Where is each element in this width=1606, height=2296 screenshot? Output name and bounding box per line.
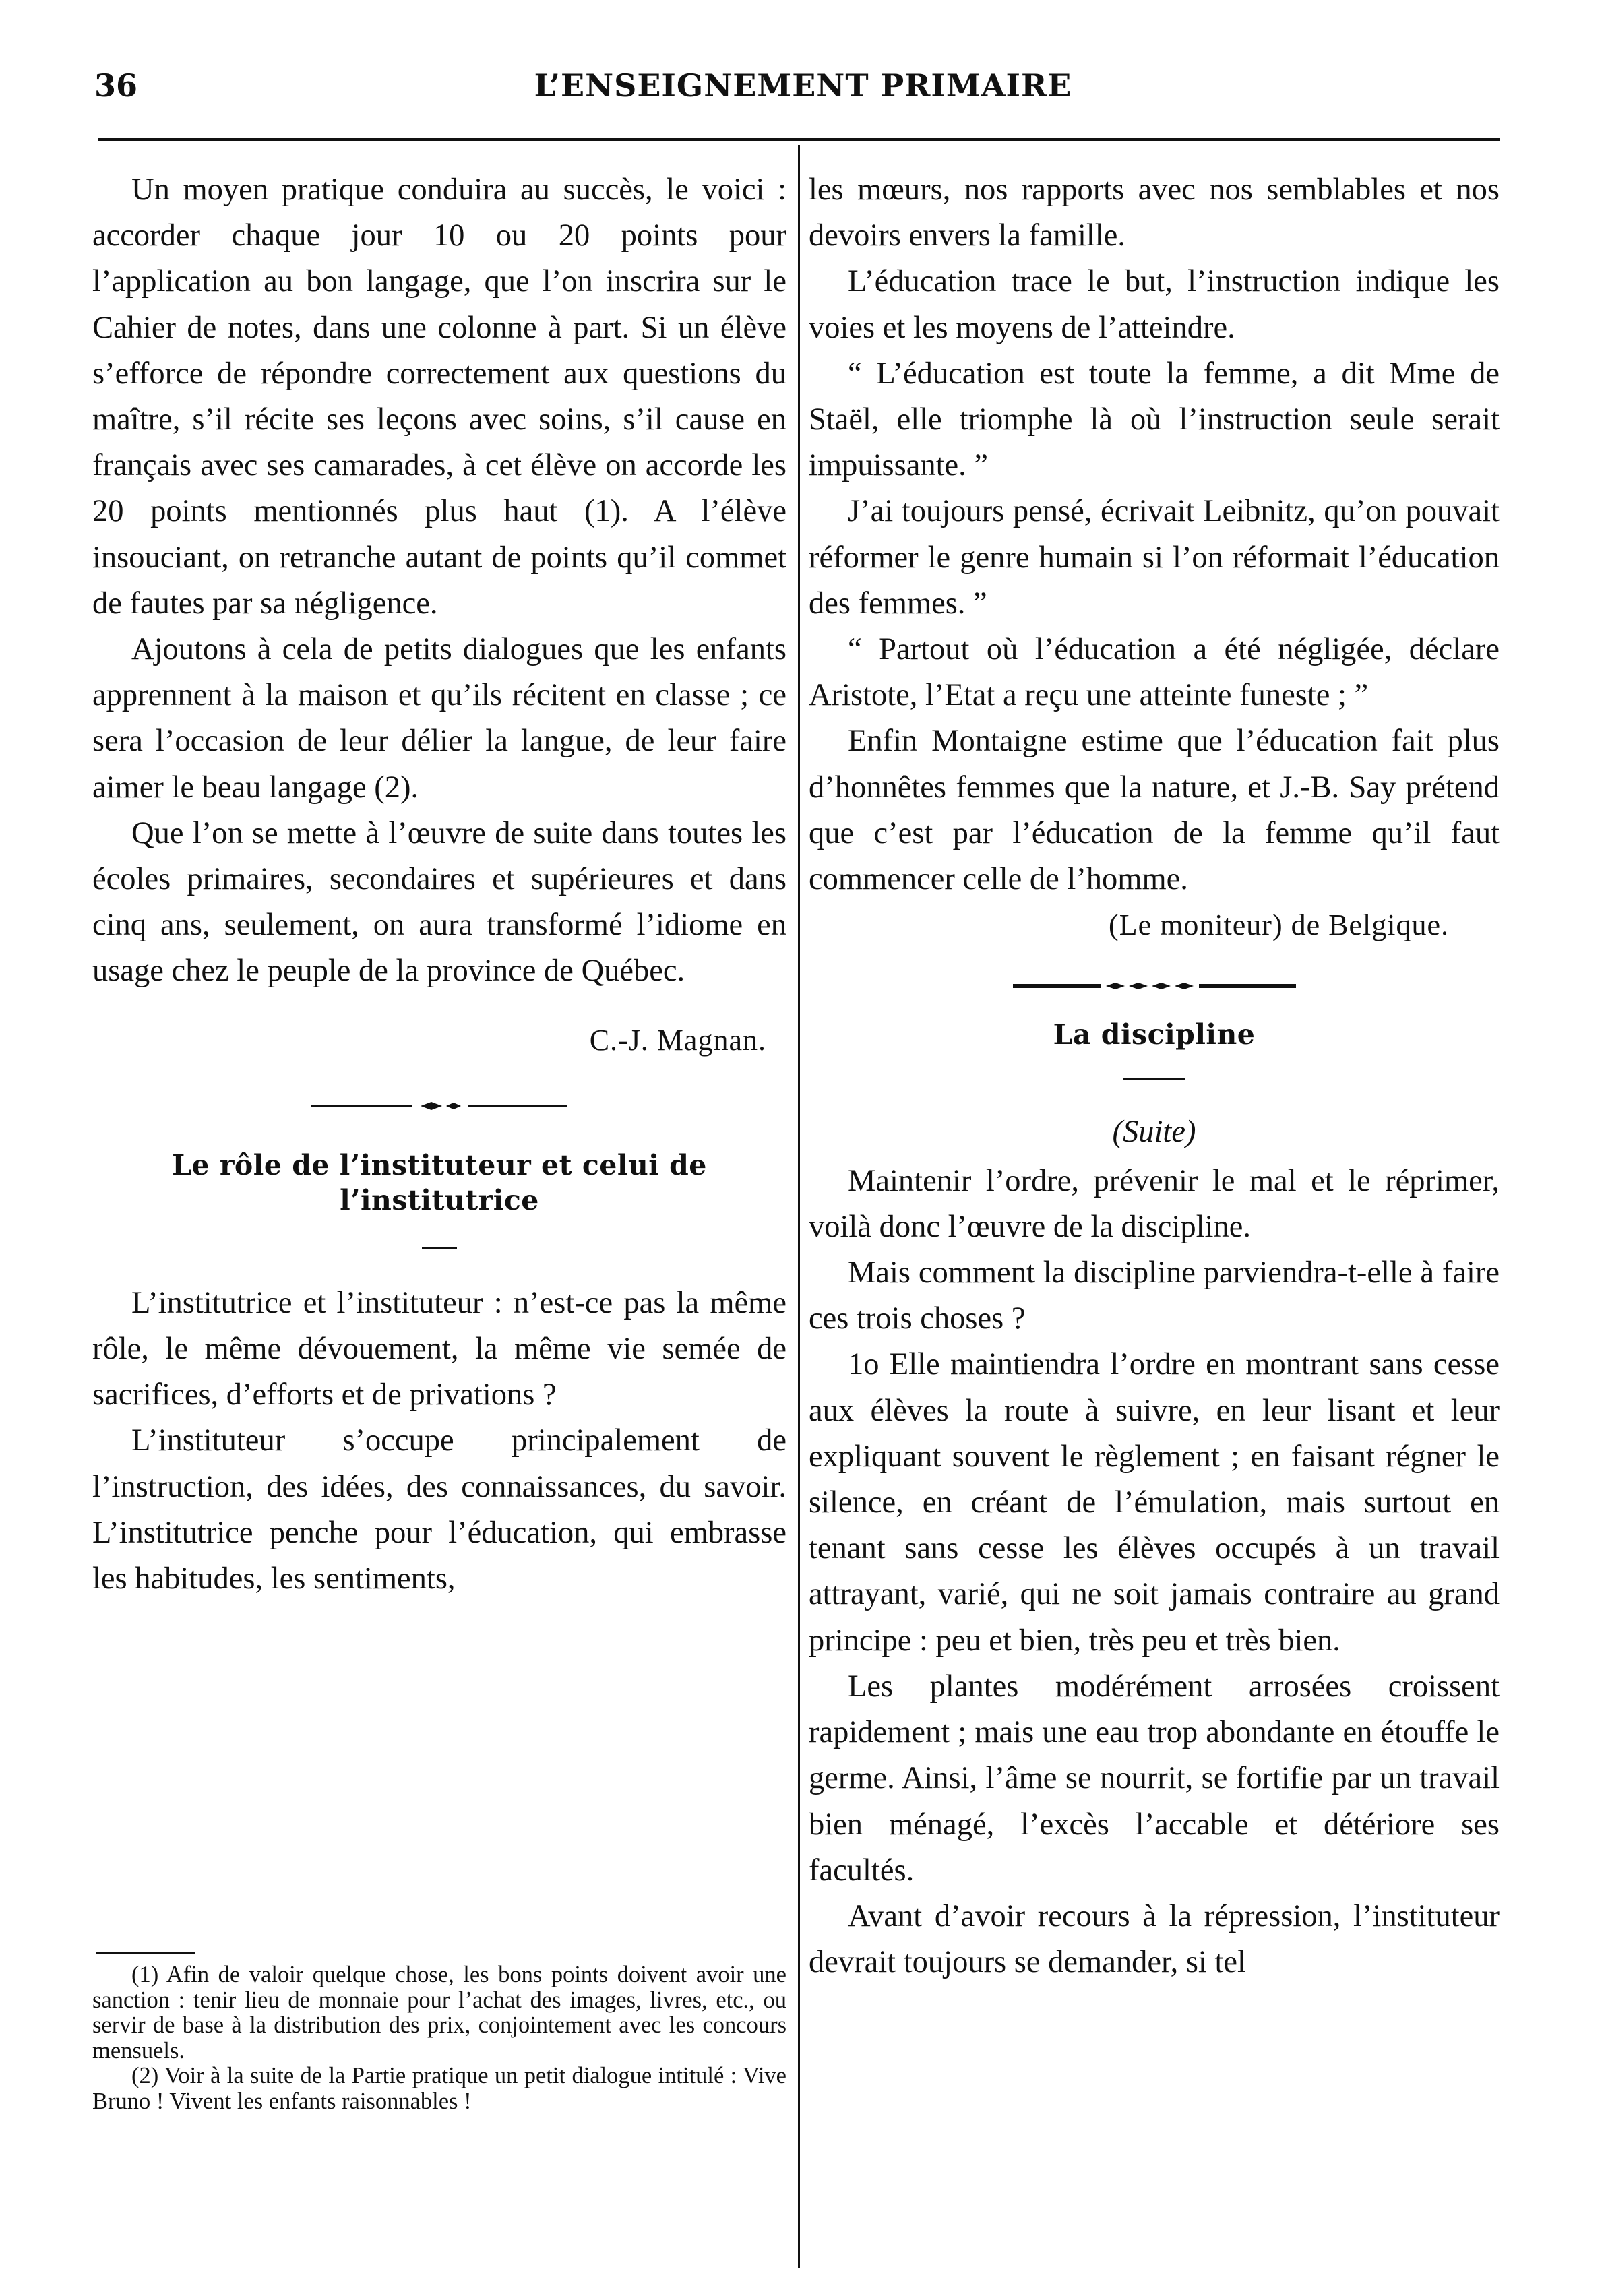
footnote-2: (2) Voir à la suite de la Partie pratique un petit dialogue intitulé : Vive Bruno ! Vivent les enfants raisonnables ! [92, 2063, 786, 2114]
paragraph: Que l’on se mette à l’œuvre de suite dans toutes les écoles primaires, secondaires et supérieures et dans cinq ans, seulement, on aura transformé l’idiome en usage chez le peuple de la province de Québec. [92, 815, 786, 989]
paragraph: Les plantes modérément arrosées croissent rapidement ; mais une eau trop abondante en étouffe le germe. Ainsi, l’âme se nourrit, se fortifie par un travail bien ménagé, l’excès l’accable et détériore ses facultés. [809, 1669, 1500, 1888]
signature-moniteur: (Le moniteur) de Belgique. [1109, 908, 1449, 942]
footnote-rule [96, 1952, 195, 1954]
column-divider [798, 145, 800, 2268]
signature-magnan: C.-J. Magnan. [589, 1023, 766, 1057]
paragraph: Avant d’avoir recours à la répression, l’instituteur devrait toujours se demander, si tel [809, 1898, 1500, 1980]
paragraph: Ajoutons à cela de petits dialogues que les enfants apprennent à la maison et qu’ils récitent en classe ; ce sera l’occasion de leur délier la langue, de leur faire aimer le beau langage (2). [92, 632, 786, 805]
paragraph: Enfin Montaigne estime que l’éducation fait plus d’honnêtes femmes que la nature, et J.-B. Say prétend que c’est par l’éducation de la femme qu’il faut commencer celle de l’homme. [809, 724, 1500, 897]
paragraph: J’ai toujours pensé, écrivait Leibnitz, qu’on pouvait réformer le genre humain si l’on réformait l’éducation des femmes. ” [809, 494, 1500, 621]
ornament-separator [809, 981, 1500, 991]
paragraph: Mais comment la discipline parviendra-t-elle à faire ces trois choses ? [809, 1255, 1500, 1336]
paragraph: “ L’éducation est toute la femme, a dit Mme de Staël, elle triomphe là où l’instruction seule serait impuissante. ” [809, 356, 1500, 483]
paragraph: Maintenir l’ordre, prévenir le mal et le réprimer, voilà donc l’œuvre de la discipline. [809, 1163, 1500, 1244]
paragraph: les mœurs, nos rapports avec nos semblables et nos devoirs envers la famille. [809, 173, 1500, 253]
subtitle-suite [809, 1109, 1500, 1155]
subtitle-text: (Suite) [1112, 1115, 1196, 1150]
left-column [92, 167, 786, 1602]
paragraph: Un moyen pratique conduira au succès, le voici : accorder chaque jour 10 ou 20 points pour l’application au bon langage, que l’on inscrira sur le Cahier de notes, dans une colonne à part. Si un élève s’efforce de répondre correctement aux questions du maître, s’il récite ses leçons avec soins, s’il cause en français avec ses camarades, à cet élève on accorde les 20 points mentionnés plus haut (1). A l’élève insouciant, on retranche autant de points qu’il commet de fautes par sa négligence. [92, 173, 786, 621]
title-dash [422, 1247, 457, 1249]
paragraph: L’institutrice et l’instituteur : n’est-ce pas la même rôle, le même dévouement, la même vie semée de sacrifices, d’efforts et de privations ? [92, 1285, 786, 1413]
paragraph: L’instituteur s’occupe principalement de l’instruction, des idées, des connaissances, du savoir. L’institutrice penche pour l’éducation, qui embrasse les habitudes, les sentiments, [92, 1423, 786, 1596]
page-number: 36 [94, 67, 138, 104]
paragraph: “ Partout où l’éducation a été négligée, déclare Aristote, l’Etat a reçu une atteinte funeste ; ” [809, 632, 1500, 713]
right-column [809, 167, 1500, 1985]
article-title-discipline: La discipline [1053, 1018, 1256, 1051]
header-rule [98, 138, 1500, 141]
ornament-separator [92, 1100, 786, 1111]
paragraph: L’éducation trace le but, l’instruction indique les voies et les moyens de l’atteindre. [809, 264, 1500, 345]
paragraph: 1o Elle maintiendra l’ordre en montrant sans cesse aux élèves la route à suivre, en leur lisant et leur expliquant souvent le règlement ; en faisant régner le silence, en créant de l’émulation, mais surtout en tenant sans cesse les élèves occupés à un travail attrayant, varié, qui ne soit jamais contraire au grand principe : peu et bien, très peu et très bien. [809, 1347, 1500, 1658]
article-title-role: Le rôle de l’instituteur et celui de l’institutrice [172, 1148, 707, 1216]
footnote-1: (1) Afin de valoir quelque chose, les bons points doivent avoir une sanction : tenir lieu de monnaie pour l’achat des images, livres, etc., ou servir de base à la distribution des prix, conjointement avec les concours mensuels. [92, 1962, 786, 2064]
running-title: L’ENSEIGNEMENT PRIMAIRE [534, 67, 1072, 104]
footnotes [92, 1962, 786, 2114]
title-dash [1123, 1078, 1185, 1080]
